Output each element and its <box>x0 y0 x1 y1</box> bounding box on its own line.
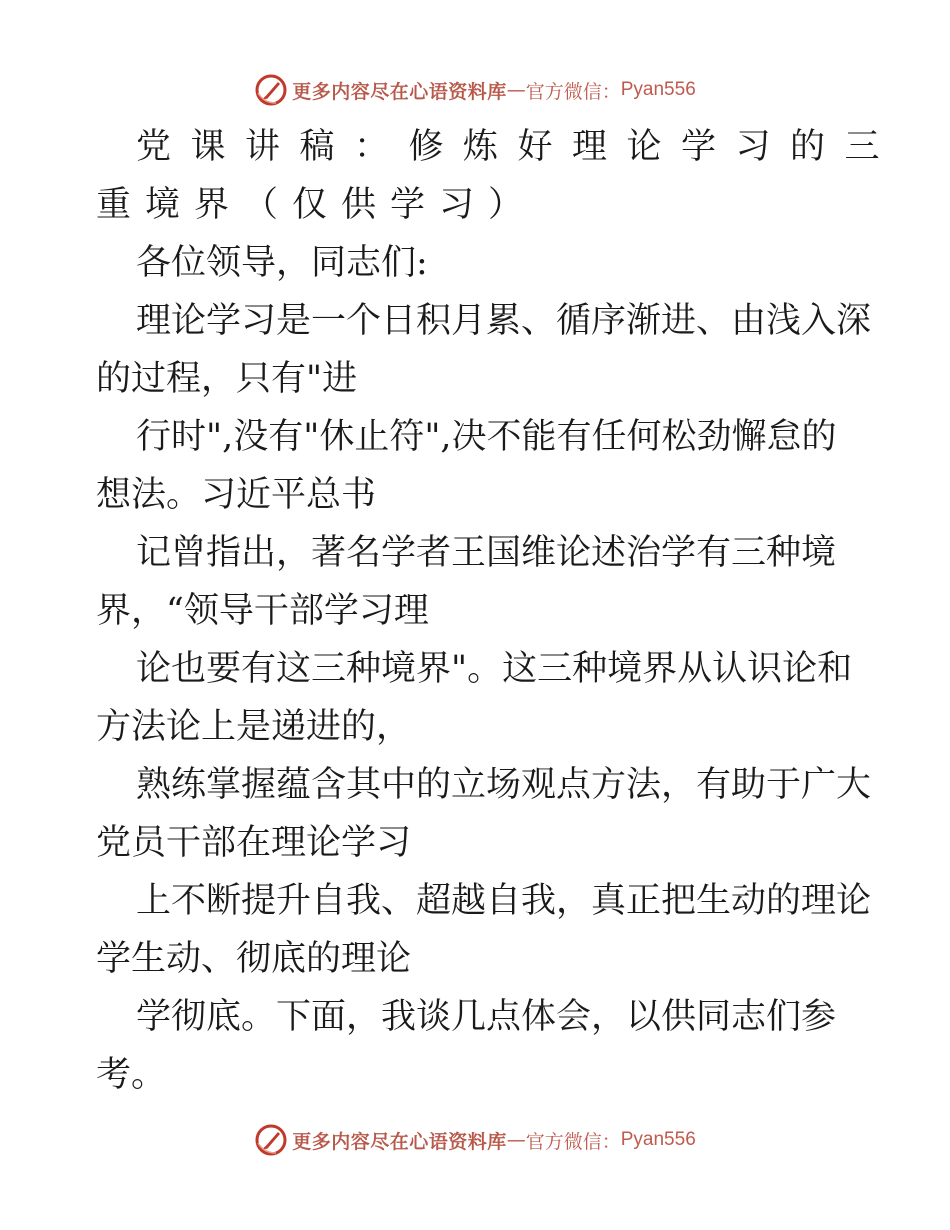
body-line: 熟练掌握蕴含其中的立场观点方法，有助于广大 <box>136 765 872 805</box>
body-line: 记曾指出，著名学者王国维论述治学有三种境 <box>136 533 837 573</box>
banner-wechat-label: 官方微信： <box>525 80 621 103</box>
quill-pen-circle-icon <box>254 73 288 107</box>
document-title-line-2: 重境界（仅供学习） <box>96 185 538 225</box>
document-body <box>96 118 900 1104</box>
banner-wechat-id: Pyan556 <box>620 1129 696 1150</box>
banner-dash: — <box>506 79 526 101</box>
body-line: 学生动、彻底的理论 <box>96 939 412 979</box>
banner-wechat-id: Pyan556 <box>620 79 696 100</box>
body-line: 的过程，只有"进 <box>96 359 358 399</box>
body-line: 上不断提升自我、超越自我，真正把生动的理论 <box>136 881 872 921</box>
body-line: 界，“领导干部学习理 <box>96 591 429 631</box>
banner-site-text: 更多内容尽在心语资料库 <box>292 80 507 103</box>
body-line: 方法论上是递进的， <box>96 707 412 747</box>
banner-site-text: 更多内容尽在心语资料库 <box>292 1130 507 1153</box>
body-line: 论也要有这三种境界"。这三种境界从认识论和 <box>136 649 853 689</box>
banner-dash: — <box>506 1129 526 1151</box>
body-line: 考。 <box>96 1055 167 1095</box>
body-line: 学彻底。下面，我谈几点体会，以供同志们参 <box>136 997 837 1037</box>
header-banner <box>0 70 950 110</box>
body-line: 想法。习近平总书 <box>96 475 377 515</box>
body-paragraph <box>96 292 872 1104</box>
body-line: 党员干部在理论学习 <box>96 823 412 863</box>
body-line: 行时",没有"休止符",决不能有任何松劲懈怠的 <box>136 417 837 457</box>
document-title-line-1: 党课讲稿：修炼好理论学习的三 <box>136 127 900 167</box>
quill-pen-circle-icon <box>254 1123 288 1157</box>
banner-wechat-label: 官方微信： <box>525 1130 621 1153</box>
footer-banner <box>0 1120 950 1160</box>
salutation: 各位领导，同志们: <box>136 243 428 283</box>
body-line: 理论学习是一个日积月累、循序渐进、由浅入深 <box>136 301 872 341</box>
